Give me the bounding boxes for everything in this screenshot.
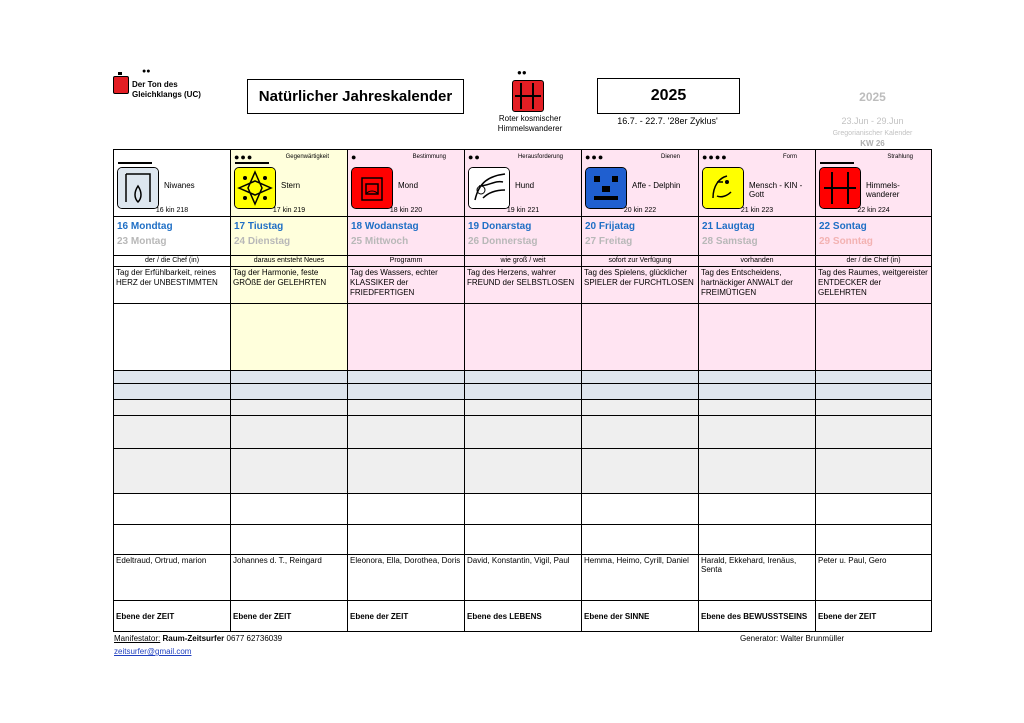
gray-cell [114, 449, 231, 494]
band-cell [699, 384, 816, 400]
calendar-row [114, 267, 932, 304]
calendar-row [114, 601, 932, 632]
seal-cell [816, 150, 932, 217]
day-name-cell [582, 217, 699, 256]
natural-day-name: 21 Laugtag [702, 221, 755, 232]
natural-day-name: 18 Wodanstag [351, 221, 419, 232]
gray-cell [114, 400, 231, 416]
gray-cell [114, 416, 231, 449]
gregorian-day-name: 27 Freitag [585, 236, 633, 247]
day-name-cell [231, 217, 348, 256]
level-label: Ebene des BEWUSSTSEINS [701, 611, 808, 621]
day-glyph-icon [117, 167, 159, 209]
calendar-row [114, 525, 932, 555]
seal-name: Hund [515, 181, 535, 190]
tone-tag: Gegenwärtigkeit [285, 154, 329, 160]
band-cell [465, 371, 582, 384]
role-cell [348, 256, 465, 267]
tone-bar-icon [820, 162, 854, 164]
gray-cell [231, 416, 348, 449]
names-cell [582, 555, 699, 601]
seal-name: Niwanes [164, 181, 195, 190]
glyph-svg [820, 168, 860, 208]
gregorian-day-name: 26 Donnerstag [468, 236, 538, 247]
phone: 0677 62736039 [226, 634, 283, 643]
role-label: wie groß / weit [500, 257, 546, 264]
seal-block [699, 150, 815, 216]
blank-cell [231, 525, 348, 555]
email-link[interactable]: zeitsurfer@gmail.com [114, 647, 192, 656]
glyph-svg [586, 168, 626, 208]
role-label: vorhanden [740, 257, 774, 264]
kin-number: 21 kin 223 [740, 207, 774, 214]
greg-label: Gregorianischer Kalender [832, 130, 913, 137]
gray-cell [582, 416, 699, 449]
band-cell [348, 384, 465, 400]
names-cell [699, 555, 816, 601]
seal-dots-icon: ●● [517, 68, 527, 77]
description-cell [699, 267, 816, 304]
band-cell [816, 371, 932, 384]
notes-cell [699, 304, 816, 371]
band-cell [816, 384, 932, 400]
blank-cell [699, 525, 816, 555]
manifestator-line [114, 634, 282, 643]
natural-day-name: 22 Sontag [819, 221, 867, 232]
seal-label: Roter kosmischer Himmelswanderer [497, 114, 563, 133]
kin-number: 16 kin 218 [155, 207, 189, 214]
seal-name: Affe - Delphin [632, 181, 681, 190]
saint-names: Eleonora, Ella, Dorothea, Doris [350, 556, 461, 565]
blank-cell [582, 525, 699, 555]
names-cell [465, 555, 582, 601]
calendar-title: Natürlicher Jahreskalender [247, 79, 464, 114]
natural-day-name: 19 Donarstag [468, 221, 532, 232]
calendar-row [114, 400, 932, 416]
tone-dots-icon: ●●● [234, 152, 254, 162]
description-cell [348, 267, 465, 304]
blank-cell [348, 494, 465, 525]
band-cell [582, 371, 699, 384]
blank-cell [231, 494, 348, 525]
calendar-row [114, 256, 932, 267]
saint-names: Peter u. Paul, Gero [818, 556, 887, 565]
blank-cell [114, 494, 231, 525]
tone-tag: Strahlung [887, 154, 913, 160]
tone-label: Der Ton des Gleichklangs (UC) [132, 80, 201, 99]
role-cell [816, 256, 932, 267]
band-cell [114, 371, 231, 384]
blank-cell [348, 525, 465, 555]
tone-dots-icon: ●● [468, 152, 481, 162]
saint-names: Johannes d. T., Reingard [233, 556, 322, 565]
kw-label: KW 26 [860, 139, 885, 148]
kin-number: 22 kin 224 [857, 207, 890, 214]
day-glyph-icon [702, 167, 744, 209]
band-cell [348, 371, 465, 384]
tone-tag: Form [783, 154, 797, 160]
gregorian-day-name: 24 Dienstag [234, 236, 291, 247]
notes-cell [114, 304, 231, 371]
gray-cell [699, 416, 816, 449]
level-label: Ebene der ZEIT [350, 611, 409, 621]
seal-name: Mensch - KIN - Gott [749, 181, 803, 199]
gray-cell [816, 400, 932, 416]
calendar-row [114, 555, 932, 601]
gray-cell [231, 449, 348, 494]
manifestator-name: Raum-Zeitsurfer [162, 634, 225, 643]
role-label: daraus entsteht Neues [253, 257, 325, 264]
gray-cell [816, 449, 932, 494]
gray-cell [465, 400, 582, 416]
gray-cell [465, 416, 582, 449]
seal-name: Himmels- wanderer [866, 181, 900, 199]
calendar-row [114, 449, 932, 494]
gray-cell [465, 449, 582, 494]
level-cell [582, 601, 699, 632]
generator-label: Generator: Walter Brunmüller [740, 634, 845, 643]
day-description: Tag der Erfühlbarkeit, reines HERZ der UNBESTIMMTEN [116, 268, 218, 287]
level-label: Ebene der ZEIT [233, 611, 292, 621]
role-cell [114, 256, 231, 267]
level-cell [231, 601, 348, 632]
seal-block [231, 150, 347, 216]
greg-range: 23.Jun - 29.Jun [841, 116, 904, 126]
tone-dots-icon: ●●●● [702, 152, 728, 162]
tone-bar-icon [235, 162, 269, 164]
band-cell [231, 371, 348, 384]
description-cell [816, 267, 932, 304]
day-name-cell [465, 217, 582, 256]
level-cell [816, 601, 932, 632]
day-name-cell [816, 217, 932, 256]
calendar-row [114, 304, 932, 371]
glyph-svg [352, 168, 392, 208]
kin-number: 18 kin 220 [389, 207, 423, 214]
notes-cell [816, 304, 932, 371]
seal-cell [582, 150, 699, 217]
tone-dots-icon: ● [351, 152, 358, 162]
gregorian-day-name: 29 Sonntag [819, 236, 873, 247]
blank-cell [465, 525, 582, 555]
cycle-label: 16.7. - 22.7. '28er Zyklus' [617, 116, 718, 126]
saint-names: David, Konstantin, Vigil, Paul [467, 556, 570, 565]
band-cell [465, 384, 582, 400]
day-description: Tag des Herzens, wahrer FREUND der SELBSTLOSEN [467, 268, 575, 287]
gray-cell [699, 449, 816, 494]
day-glyph-icon [234, 167, 276, 209]
notes-cell [348, 304, 465, 371]
tone-tag: Bestimmung [412, 154, 446, 160]
day-description: Tag des Entscheidens, hartnäckiger ANWALT der FREIMÜTIGEN [701, 268, 793, 297]
manifestator-label: Manifestator: [114, 634, 161, 643]
blank-cell [816, 525, 932, 555]
role-cell [465, 256, 582, 267]
seal-icon [512, 80, 544, 112]
blank-cell [465, 494, 582, 525]
band-cell [231, 384, 348, 400]
role-cell [231, 256, 348, 267]
saint-names: Hemma, Heimo, Cyrill, Daniel [584, 556, 689, 565]
seal-block [582, 150, 698, 216]
names-cell [348, 555, 465, 601]
role-label: Programm [389, 257, 423, 264]
natural-day-name: 17 Tiustag [234, 221, 284, 232]
blank-cell [114, 525, 231, 555]
blank-cell [582, 494, 699, 525]
calendar-row [114, 150, 932, 217]
gray-cell [816, 416, 932, 449]
role-label: der / die Chef (in) [144, 257, 200, 264]
year-box: 2025 [597, 78, 740, 114]
description-cell [582, 267, 699, 304]
level-cell [348, 601, 465, 632]
tone-dots-icon: ●● [142, 68, 151, 75]
tone-tag: Dienen [660, 154, 680, 160]
level-label: Ebene der SINNE [584, 611, 650, 621]
seal-name: Stern [281, 181, 301, 190]
band-cell [699, 371, 816, 384]
seal-cell [465, 150, 582, 217]
seal-block [114, 150, 230, 216]
seal-cell [231, 150, 348, 217]
natural-day-name: 20 Frijatag [585, 221, 636, 232]
seal-block [816, 150, 931, 216]
tone-bar-icon [118, 162, 152, 164]
gregorian-day-name: 23 Montag [117, 236, 167, 247]
seal-block [465, 150, 581, 216]
day-glyph-icon [585, 167, 627, 209]
notes-cell [231, 304, 348, 371]
day-glyph-icon [468, 167, 510, 209]
gray-cell [348, 416, 465, 449]
band-cell [114, 384, 231, 400]
gray-cell [348, 400, 465, 416]
kin-number: 19 kin 221 [506, 207, 540, 214]
calendar-row [114, 371, 932, 384]
saint-names: Harald, Ekkehard, Irenäus, Senta [701, 556, 797, 574]
gray-cell [231, 400, 348, 416]
glyph-svg [118, 168, 158, 208]
gregorian-day-name: 28 Samstag [702, 236, 758, 247]
names-cell [114, 555, 231, 601]
day-description: Tag des Spielens, glücklicher SPIELER der FURCHTLOSEN [584, 268, 694, 287]
glyph-svg [235, 168, 275, 208]
names-cell [231, 555, 348, 601]
tone-icon [113, 72, 129, 94]
role-label: der / die Chef (in) [846, 257, 901, 264]
tone-tag: Herausforderung [517, 154, 563, 160]
gray-cell [582, 400, 699, 416]
blank-cell [816, 494, 932, 525]
role-label: sofort zur Verfügung [608, 257, 672, 264]
names-cell [816, 555, 932, 601]
description-cell [114, 267, 231, 304]
greg-year: 2025 [859, 90, 886, 104]
kin-number: 17 kin 219 [272, 207, 306, 214]
role-cell [699, 256, 816, 267]
gray-cell [348, 449, 465, 494]
level-cell [699, 601, 816, 632]
calendar-table [113, 149, 932, 632]
calendar-row [114, 384, 932, 400]
natural-day-name: 16 Mondtag [117, 221, 173, 232]
glyph-svg [703, 168, 743, 208]
calendar-row [114, 217, 932, 256]
seal-block [348, 150, 464, 216]
band-cell [582, 384, 699, 400]
level-label: Ebene des LEBENS [467, 611, 542, 621]
seal-cell [114, 150, 231, 217]
day-description: Tag des Wassers, echter KLASSIKER der FRIEDFERTIGEN [350, 268, 438, 297]
gregorian-day-name: 25 Mittwoch [351, 236, 409, 247]
seal-name: Mond [398, 181, 419, 190]
day-description: Tag des Raumes, weitgereister ENTDECKER der GELEHRTEN [818, 268, 928, 297]
calendar-row [114, 416, 932, 449]
day-name-cell [114, 217, 231, 256]
level-label: Ebene der ZEIT [818, 611, 877, 621]
description-cell [465, 267, 582, 304]
kin-number: 20 kin 222 [623, 207, 657, 214]
seal-cell [348, 150, 465, 217]
day-description: Tag der Harmonie, feste GRÖßE der GELEHRTEN [233, 268, 327, 287]
day-name-cell [348, 217, 465, 256]
day-glyph-icon [819, 167, 861, 209]
notes-cell [582, 304, 699, 371]
tone-dots-icon: ●●● [585, 152, 605, 162]
notes-cell [465, 304, 582, 371]
day-name-cell [699, 217, 816, 256]
level-cell [465, 601, 582, 632]
level-cell [114, 601, 231, 632]
gray-cell [699, 400, 816, 416]
blank-cell [699, 494, 816, 525]
seal-cell [699, 150, 816, 217]
glyph-svg [469, 168, 509, 208]
level-label: Ebene der ZEIT [116, 611, 175, 621]
saint-names: Edeltraud, Ortrud, marion [116, 556, 207, 565]
role-cell [582, 256, 699, 267]
calendar-row [114, 494, 932, 525]
description-cell [231, 267, 348, 304]
day-glyph-icon [351, 167, 393, 209]
gray-cell [582, 449, 699, 494]
